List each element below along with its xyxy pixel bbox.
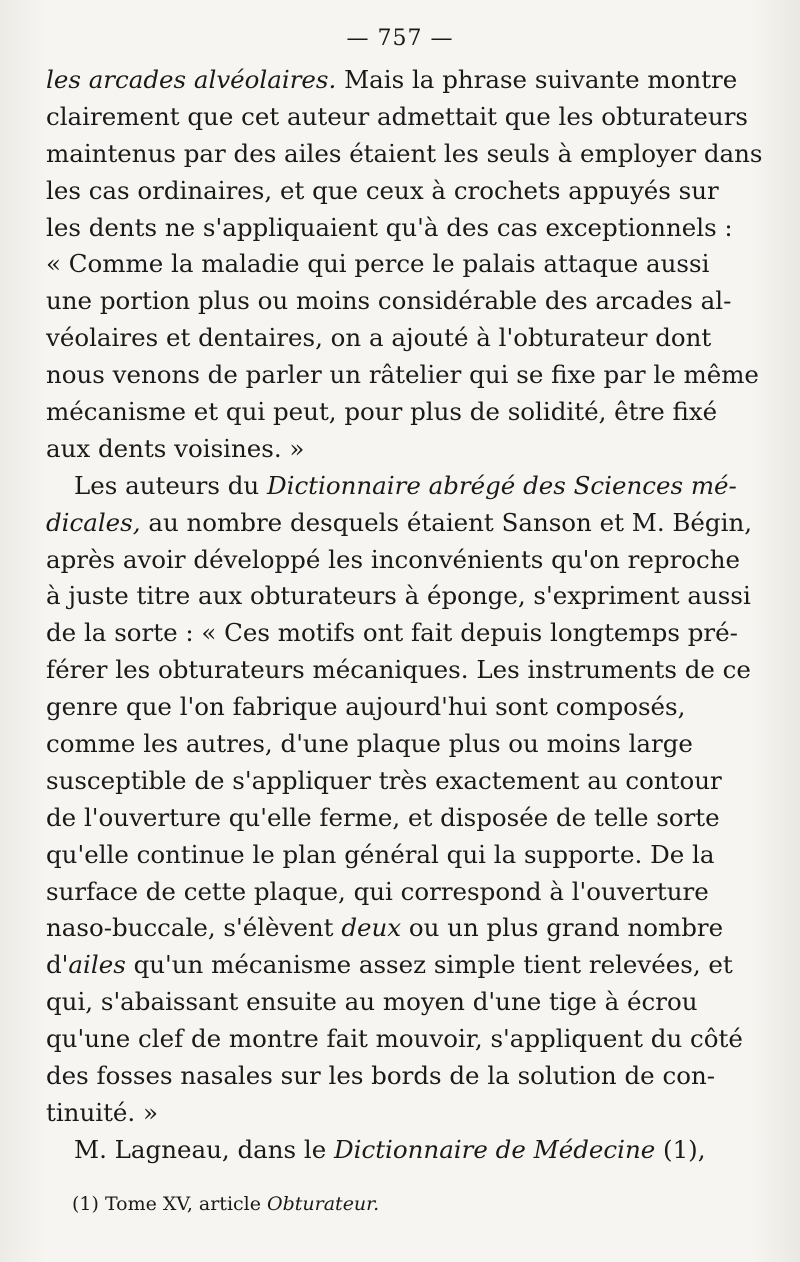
italic-segment: ailes — [68, 950, 126, 980]
text-segment: mécanisme et qui peut, pour plus de solidité, être fixé — [46, 397, 718, 427]
text-line — [46, 431, 680, 468]
body-text — [46, 62, 763, 1169]
text-segment: maintenus par des ailes étaient les seuls à employer dans — [46, 138, 763, 168]
text-line — [46, 283, 732, 320]
text-line — [46, 984, 698, 1021]
text-line — [46, 910, 724, 947]
footnote-text: (1) Tome XV, article — [72, 1193, 268, 1215]
text-segment: M. Lagneau, dans le — [74, 1134, 335, 1164]
footnote-italic: Obturateur. — [267, 1193, 380, 1215]
text-segment: genre que l'on fabrique aujourd'hui sont composés, — [46, 692, 686, 722]
text-segment: aux dents voisines. » — [46, 433, 305, 463]
text-line — [46, 468, 737, 505]
text-segment: Mais la phrase suivante montre — [336, 65, 738, 94]
text-line — [46, 542, 741, 579]
italic-segment: dicales, — [46, 507, 141, 537]
text-line — [46, 246, 710, 283]
text-line — [46, 320, 712, 357]
text-segment: à juste titre aux obturateurs à éponge, s'expriment aussi — [46, 581, 751, 611]
text-line — [46, 136, 763, 173]
text-segment: clairement que cet auteur admettait que les obturateurs — [46, 101, 748, 131]
text-line — [46, 1021, 743, 1058]
italic-segment: Dictionnaire de Médecine — [334, 1134, 656, 1164]
italic-segment: les arcades alvéolaires. — [46, 65, 337, 94]
text-segment: (1), — [655, 1134, 706, 1164]
text-segment: férer les obturateurs mécaniques. Les instruments de ce — [46, 655, 751, 685]
text-line — [46, 689, 686, 726]
text-segment: d' — [46, 950, 69, 980]
footnote — [72, 1193, 379, 1215]
text-segment: nous venons de parler un râtelier qui se fixe par le même — [46, 360, 759, 390]
page-number: — 757 — — [346, 26, 454, 51]
text-segment: « Comme la maladie qui perce le palais attaque aussi — [46, 249, 710, 279]
text-segment: une portion plus ou moins considérable des arcades al- — [46, 286, 732, 316]
text-line — [46, 615, 738, 652]
text-segment: comme les autres, d'une plaque plus ou moins large — [46, 729, 693, 759]
text-line — [46, 800, 720, 837]
text-segment: de l'ouverture qu'elle ferme, et disposée de telle sorte — [46, 802, 720, 832]
text-segment: qu'elle continue le plan général qui la supporte. De la — [46, 839, 715, 869]
text-segment: surface de cette plaque, qui correspond à l'ouverture — [46, 876, 709, 906]
text-line — [46, 652, 751, 689]
italic-segment: Dictionnaire abrégé des Sciences mé- — [266, 470, 737, 500]
text-line — [46, 1058, 716, 1095]
text-line — [46, 837, 715, 874]
text-segment: les cas ordinaires, et que ceux à crochets appuyés sur — [46, 175, 719, 205]
text-line — [46, 173, 719, 210]
italic-segment: deux — [341, 913, 402, 943]
text-line — [46, 1095, 680, 1132]
text-line — [46, 874, 709, 911]
text-line — [46, 505, 753, 542]
text-line — [46, 394, 718, 431]
text-segment: ou un plus grand nombre — [401, 913, 724, 943]
text-line — [46, 763, 722, 800]
text-line — [46, 210, 733, 247]
text-line — [46, 99, 748, 136]
text-segment: qu'un mécanisme assez simple tient relevées, et — [125, 950, 733, 980]
text-segment: qui, s'abaissant ensuite au moyen d'une tige à écrou — [46, 987, 698, 1017]
text-segment: tinuité. » — [46, 1097, 158, 1127]
text-line — [46, 947, 733, 984]
text-segment: après avoir développé les inconvénients qu'on reproche — [46, 544, 741, 574]
text-segment: les dents ne s'appliquaient qu'à des cas exceptionnels : — [46, 212, 733, 242]
text-line — [46, 578, 751, 615]
text-line — [46, 357, 759, 394]
text-segment: des fosses nasales sur les bords de la solution de con- — [46, 1061, 716, 1091]
text-segment: susceptible de s'appliquer très exactement au contour — [46, 765, 722, 795]
text-segment: Les auteurs du — [74, 470, 267, 500]
text-segment: qu'une clef de montre fait mouvoir, s'appliquent du côté — [46, 1024, 743, 1054]
text-line — [46, 726, 693, 763]
text-segment: de la sorte : « Ces motifs ont fait depuis longtemps pré- — [46, 618, 738, 648]
text-line — [46, 62, 738, 99]
text-segment: naso-buccale, s'élèvent — [46, 913, 342, 943]
text-segment: véolaires et dentaires, on a ajouté à l'obturateur dont — [46, 323, 712, 353]
text-segment: au nombre desquels étaient Sanson et M. Bégin, — [140, 507, 753, 537]
text-line — [46, 1132, 706, 1169]
